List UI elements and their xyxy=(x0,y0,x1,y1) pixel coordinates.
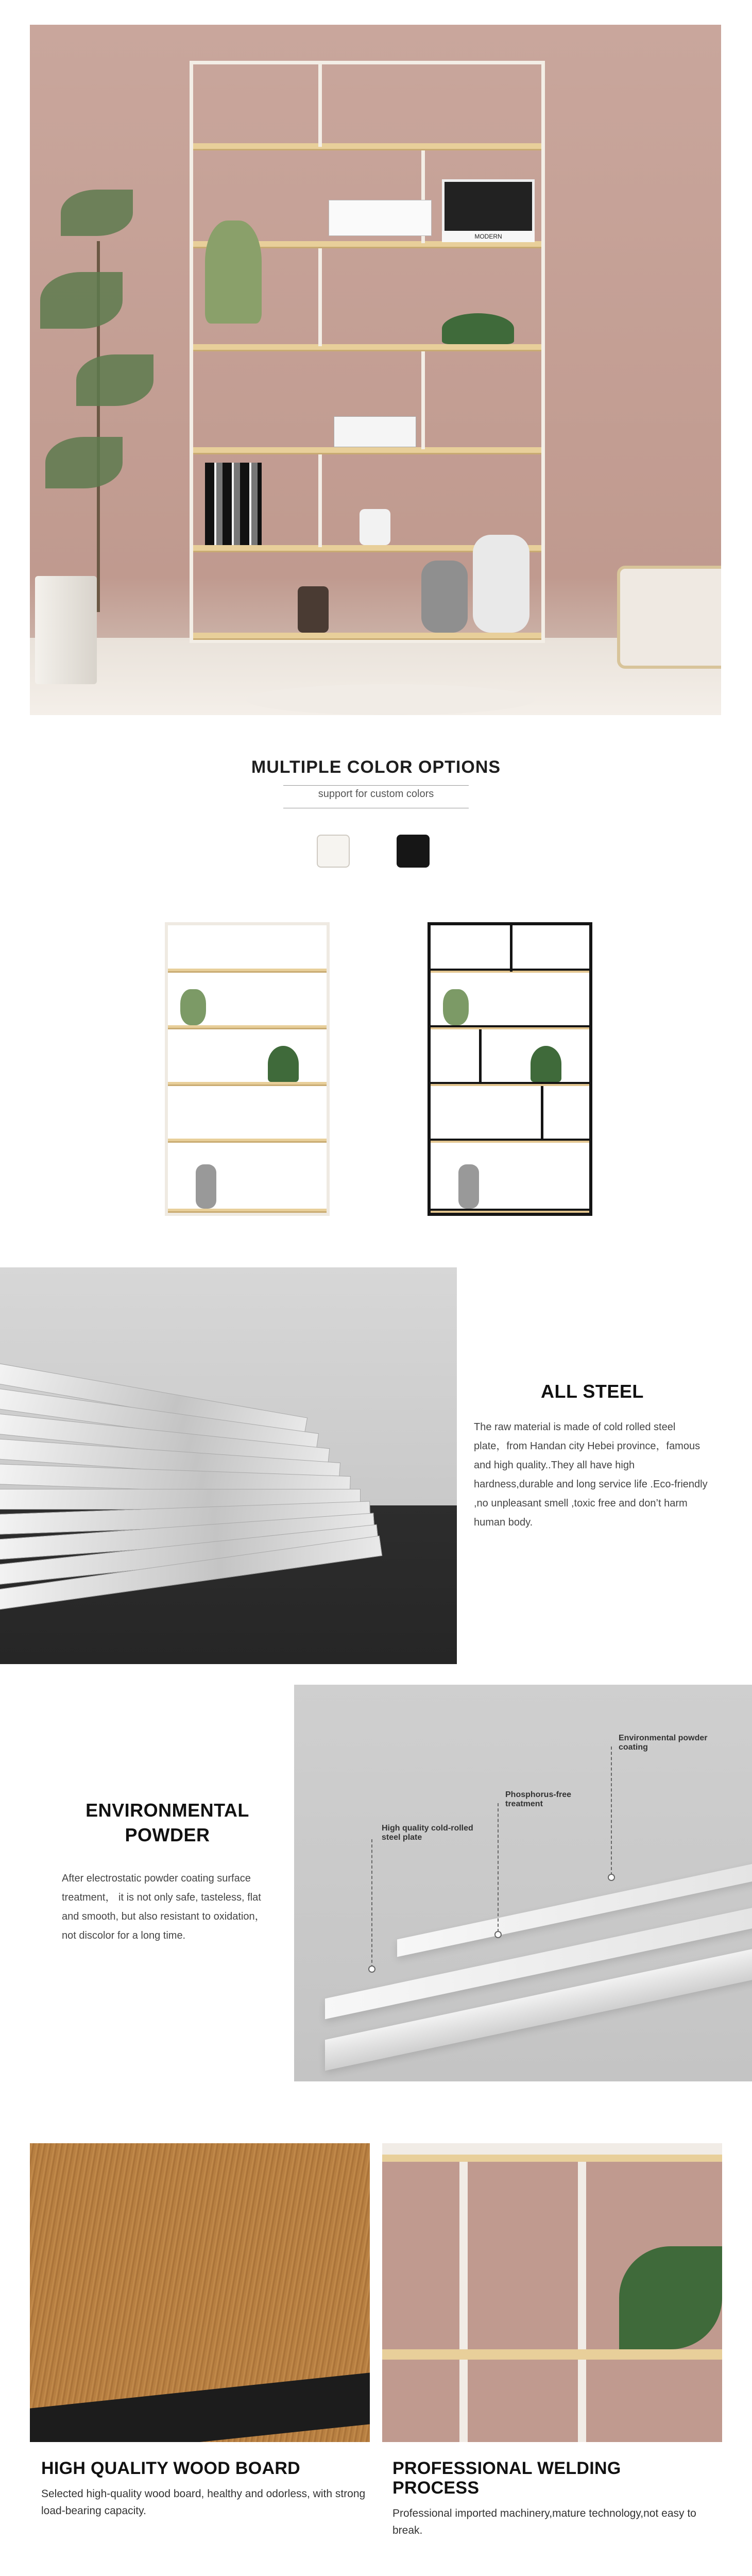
books-stack xyxy=(334,416,416,447)
shelf-divider xyxy=(318,248,322,346)
callout-dot xyxy=(368,1965,375,1973)
all-steel-text: The raw material is made of cold rolled steel plate，from Handan city Hebei province，famous and high quality..They all have high hardness,durable and long service life .Eco-friendly ,no unpleasant smell ,toxic free and don’t harm human body. xyxy=(474,1421,708,1528)
callout-line xyxy=(498,1803,499,1932)
callout-steel-plate: High quality cold-rolled steel plate xyxy=(382,1824,473,1842)
plant-leaves xyxy=(45,437,123,488)
monstera-leaf xyxy=(619,2246,722,2349)
decor-plant xyxy=(268,1046,299,1082)
callout-dot xyxy=(608,1874,615,1881)
vase xyxy=(360,509,390,545)
powder-coating-layer xyxy=(397,1863,752,1957)
rug xyxy=(246,684,535,715)
shelf-board xyxy=(193,143,541,150)
shelf-board xyxy=(431,1209,589,1213)
shelf-board xyxy=(431,1139,589,1143)
shelf-board xyxy=(382,2349,722,2360)
shelf-board xyxy=(168,1209,327,1213)
books-stack xyxy=(329,200,432,236)
powder-text: After electrostatic powder coating surface treatment， it is not only safe, tasteless, flat and smooth, but also resistant to oxidation，not discolor for a long time. xyxy=(62,1873,265,1941)
color-swatch-black[interactable] xyxy=(397,835,430,868)
plant-leaves xyxy=(61,190,133,236)
powder-layers-image xyxy=(294,1685,752,2081)
shelf-board xyxy=(431,1082,589,1086)
callout-dot xyxy=(494,1931,502,1938)
armchair xyxy=(617,566,721,669)
bear-figurine xyxy=(196,1164,216,1209)
shelf-board xyxy=(193,633,541,640)
shelf-divider xyxy=(510,925,512,972)
white-shelf-product xyxy=(165,922,330,1216)
steel-sheets-image xyxy=(0,1267,457,1664)
vase xyxy=(298,586,329,633)
decor-plant xyxy=(443,989,469,1025)
shelf-divider xyxy=(318,454,322,547)
shelf-divider xyxy=(421,351,425,449)
hero-image xyxy=(30,25,721,715)
shelf-board xyxy=(193,344,541,351)
welding-image xyxy=(382,2143,722,2442)
shelf-divider xyxy=(318,64,322,147)
shelf-divider xyxy=(541,1086,543,1140)
black-shelf-product xyxy=(428,922,592,1216)
book-label: MODERN xyxy=(442,231,535,242)
frame-post xyxy=(578,2162,586,2442)
bear-figurine xyxy=(421,561,468,633)
frame-post xyxy=(459,2162,468,2442)
divider xyxy=(283,785,469,786)
bear-figurine xyxy=(458,1164,479,1209)
section-title: MULTIPLE COLOR OPTIONS xyxy=(251,757,501,777)
callout-line xyxy=(611,1747,612,1875)
feature-title-welding: PROFESSIONAL WELDING PROCESS xyxy=(392,2459,621,2498)
callout-line xyxy=(371,1839,372,1968)
wood-board-image xyxy=(30,2143,370,2442)
shelf-board xyxy=(431,1025,589,1029)
shelf-board xyxy=(168,969,327,973)
book-row xyxy=(205,463,262,545)
doll-figurine xyxy=(205,221,262,324)
feature-text-welding: Professional imported machinery,mature technology,not easy to break. xyxy=(392,2507,696,2536)
shelf-divider xyxy=(479,1029,482,1083)
shelf-board xyxy=(382,2155,722,2162)
feature-title-wood: HIGH QUALITY WOOD BOARD xyxy=(41,2459,301,2478)
decor-plant xyxy=(180,989,206,1025)
steel-frame xyxy=(30,2372,370,2442)
shelf-frame xyxy=(165,922,330,1216)
powder-title: ENVIRONMENTAL POWDER xyxy=(86,1800,249,1845)
shelf-board xyxy=(168,1082,327,1086)
feature-text-wood: Selected high-quality wood board, healthy and odorless, with strong load-bearing capacity. xyxy=(41,2488,366,2517)
callout-phosphorus: Phosphorus-free treatment xyxy=(505,1790,572,1808)
plant-pot xyxy=(35,576,97,684)
shelf-board xyxy=(168,1025,327,1029)
color-swatch-white[interactable] xyxy=(317,835,350,868)
plant-leaves xyxy=(40,272,123,329)
monstera-plant xyxy=(442,313,514,344)
frame-bar xyxy=(382,2143,722,2155)
plant-leaves xyxy=(76,354,153,406)
shelf-board xyxy=(168,1139,327,1143)
callout-powder-coating: Environmental powder coating xyxy=(619,1734,708,1752)
shelf-board xyxy=(193,447,541,454)
all-steel-title: ALL STEEL xyxy=(541,1381,644,1402)
bear-figurine xyxy=(473,535,529,633)
decor-plant xyxy=(531,1046,561,1082)
section-subtitle: support for custom colors xyxy=(318,788,434,800)
